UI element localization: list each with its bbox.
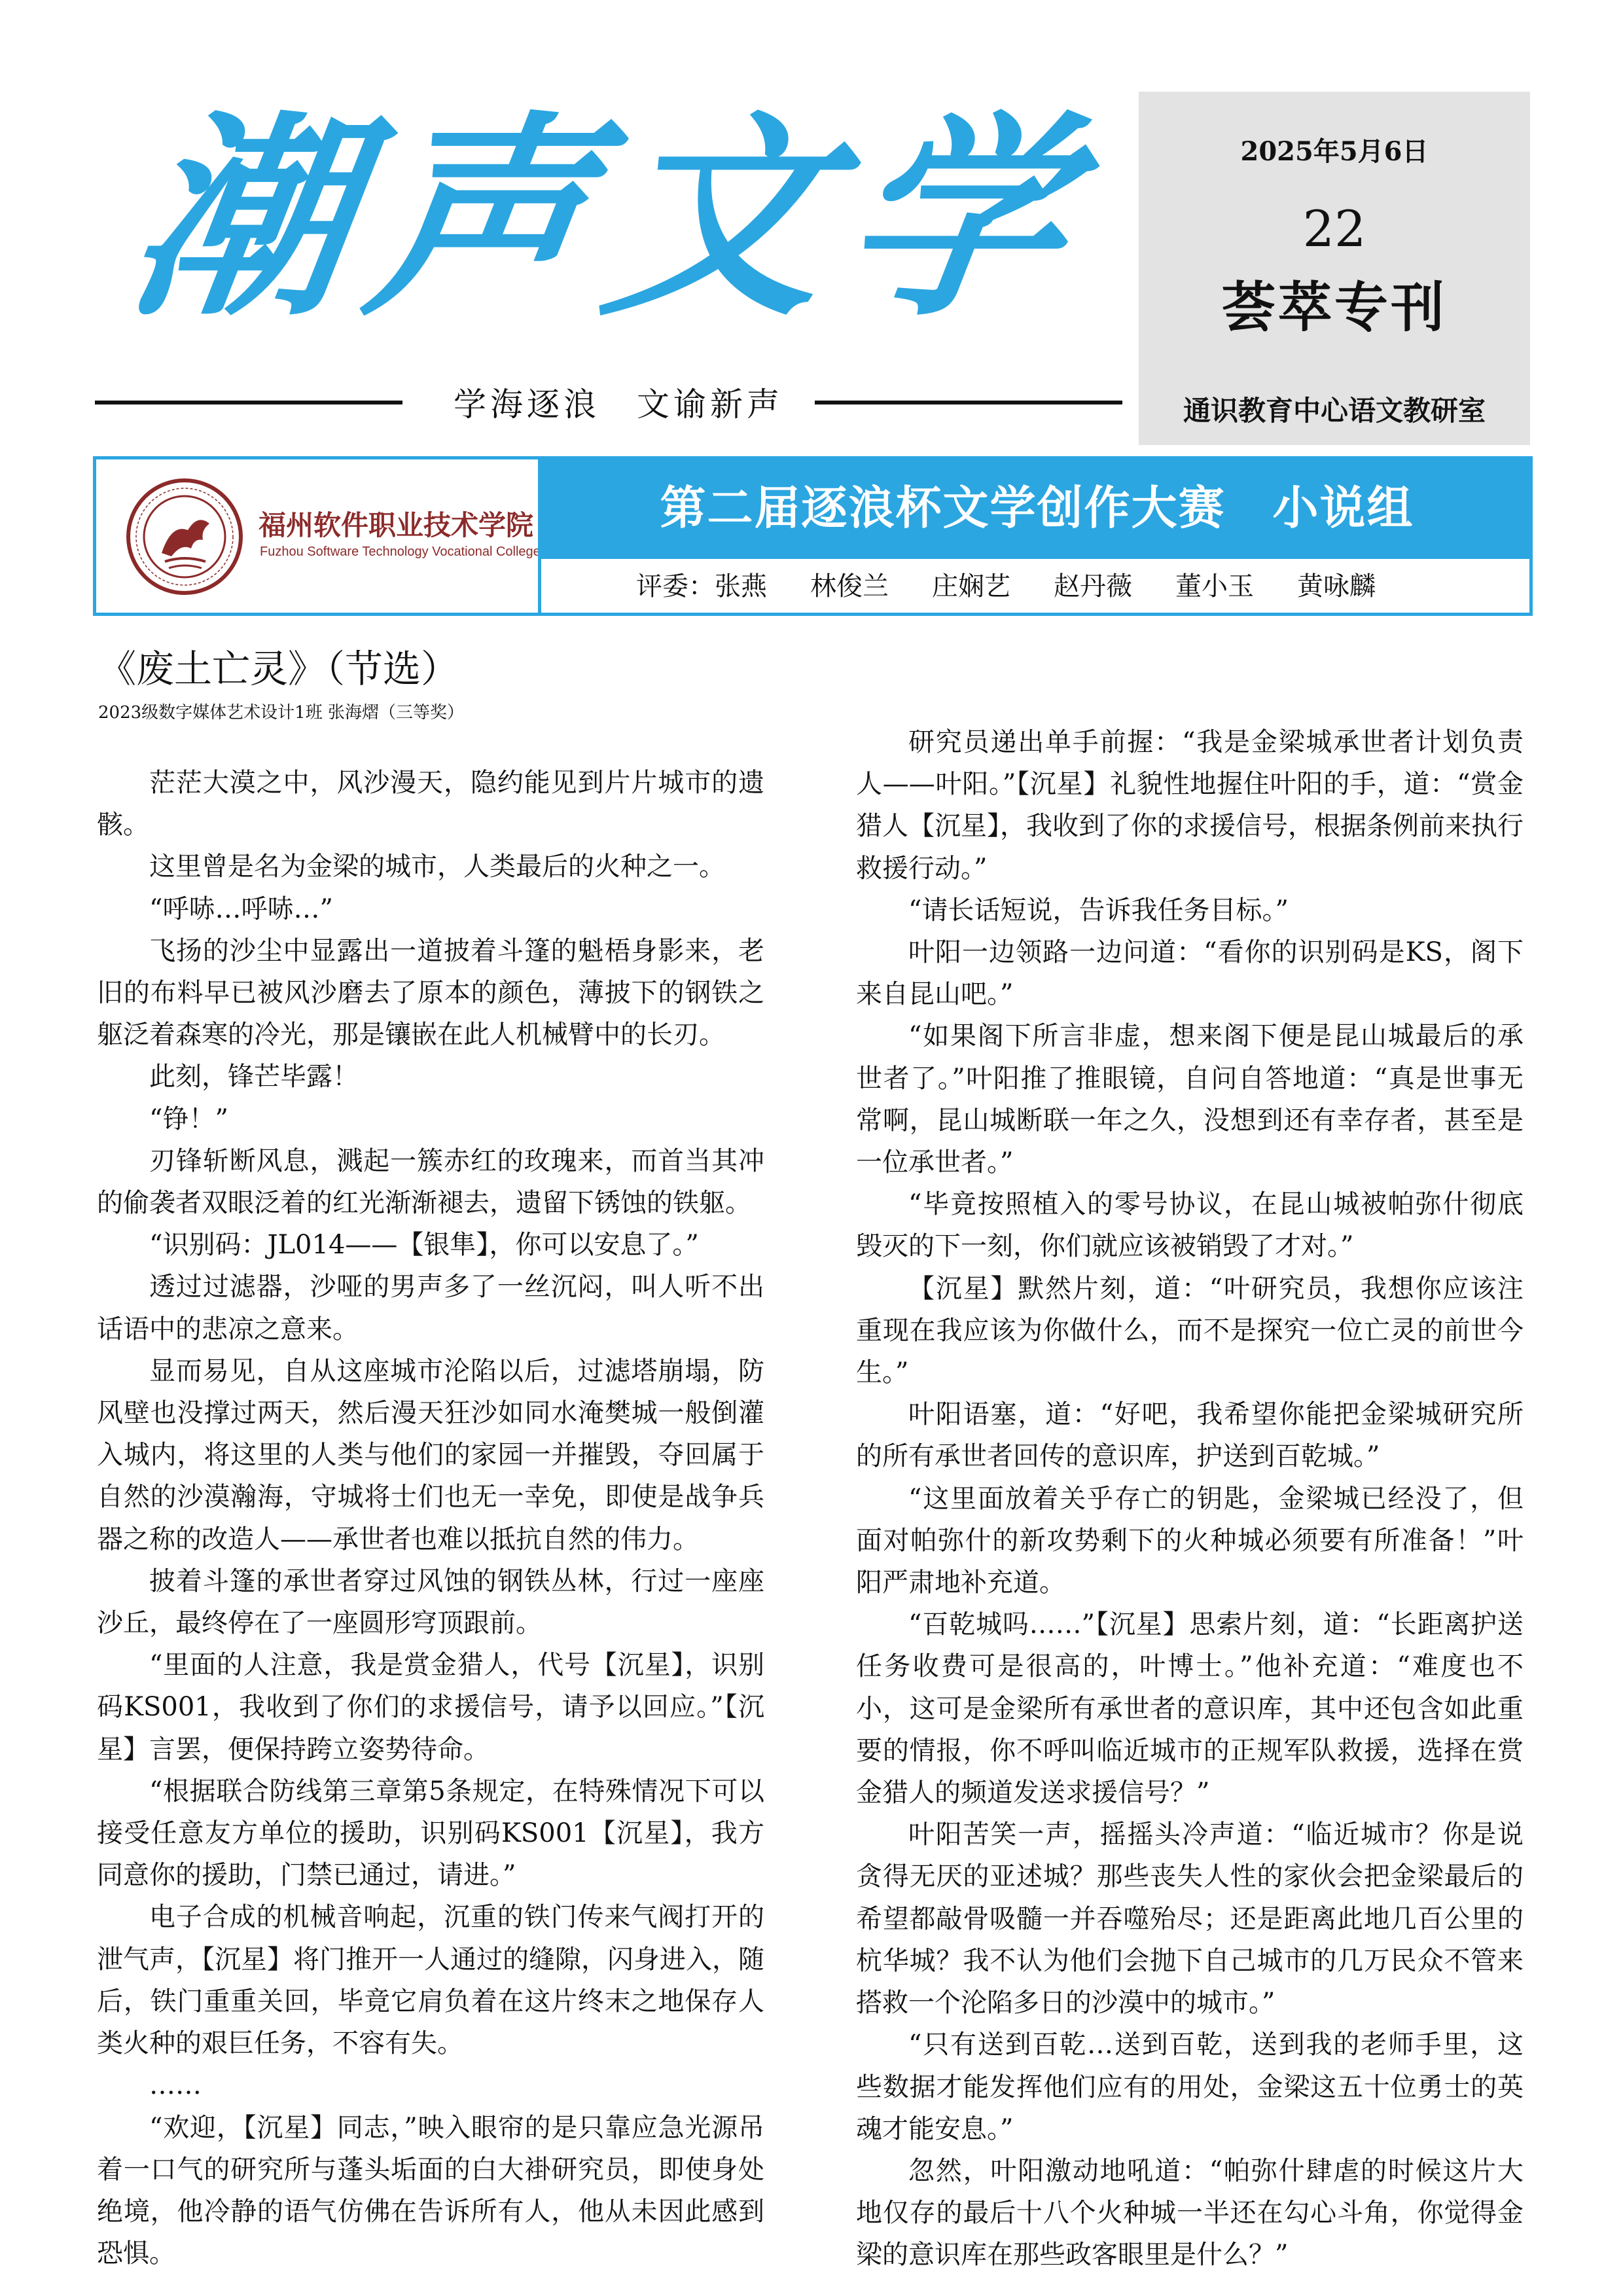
- paragraph: 显而易见，自从这座城市沦陷以后，过滤塔崩塌，防风壁也没撑过两天，然后漫天狂沙如同水淹樊城一般倒灌入城内，将这里的人类与他们的家园一并摧毁，夺回属于自然的沙漠瀚海，守城将士们也无一幸免，即使是战争兵器之称的改造人——承世者也难以抵抗自然的伟力。: [97, 1355, 764, 1554]
- judge-name: 林俊兰: [810, 571, 889, 601]
- masthead-title: [116, 88, 1081, 350]
- paragraph: 忽然，叶阳激动地吼道：“帕弥什肆虐的时候这片大地仅存的最后十八个火种城一半还在勾心斗角，你觉得金梁的意识库在那些政客眼里是什么？”: [856, 2155, 1524, 2270]
- slogan-divider-left: [95, 401, 402, 404]
- title-char: 声: [354, 94, 606, 345]
- paragraph: “如果阁下所言非虚，想来阁下便是昆山城最后的承世者了。”叶阳推了推眼镜，自问自答地道：“真是世事无常啊，昆山城断联一年之久，没想到还有幸存者，甚至是一位承世者。”: [856, 1021, 1524, 1178]
- paragraph: 【沉星】默然片刻，道：“叶研究员，我想你应该注重现在我应该为你做什么，而不是探究一位亡灵的前世今生。”: [856, 1273, 1524, 1388]
- paragraph: “百乾城吗……”【沉星】思索片刻，道：“长距离护送任务收费可是很高的，叶博士。”他补充道：“难度也不小，这可是金梁所有承世者的意识库，其中还包含如此重要的情报，你不呼叫临近城市的正规军队救援，选择在赏金猎人的频道发送求援信号？”: [856, 1609, 1524, 1808]
- paragraph: “请长话短说，告诉我任务目标。”: [908, 895, 1289, 925]
- judge-name: 黄咏麟: [1297, 571, 1376, 601]
- paragraph: “呼哧…呼哧…”: [149, 893, 333, 924]
- paragraph: “欢迎，【沉星】同志，”映入眼帘的是只靠应急光源吊着一口气的研究所与蓬头垢面的白大褂研究员，即使身处绝境，他冷静的语气仿佛在告诉所有人，他从未因此感到恐惧。: [97, 2112, 764, 2269]
- article-column-left: [97, 762, 764, 2274]
- paragraph: 披着斗篷的承世者穿过风蚀的钢铁丛林，行过一座座沙丘，最终停在了一座圆形穹顶跟前。: [97, 1566, 764, 1639]
- paragraph: 这里曾是名为金梁的城市，人类最后的火种之一。: [149, 852, 725, 882]
- judge-name: 评委：张燕: [636, 571, 767, 601]
- slogan-row: [95, 373, 1122, 432]
- title-char: 学: [830, 94, 1081, 345]
- paragraph: “里面的人注意，我是赏金猎人，代号【沉星】，识别码KS001，我收到了你们的求援信号，请予以回应。”【沉星】言罢，便保持跨立姿势待命。: [97, 1650, 764, 1765]
- paragraph: 叶阳一边领路一边问道：“看你的识别码是KS，阁下来自昆山吧。”: [856, 937, 1524, 1010]
- article-author: 2023级数字媒体艺术设计1班 张海熠（三等奖）: [98, 703, 464, 723]
- school-emblem-icon: [126, 478, 243, 596]
- school-name-en: Fuzhou Software Technology Vocational College: [260, 545, 541, 559]
- paragraph: 叶阳语塞，道：“好吧，我希望你能把金梁城研究所的所有承世者回传的意识库，护送到百乾城。”: [856, 1399, 1524, 1472]
- contest-title: 第二届逐浪杯文学创作大赛 小说组: [541, 459, 1533, 556]
- judge-name: 董小玉: [1175, 571, 1254, 601]
- issue-number: 22: [1302, 200, 1366, 258]
- school-logo: [96, 459, 541, 613]
- school-name-cn: 福州软件职业技术学院: [259, 509, 534, 541]
- issue-department: 通识教育中心语文教研室: [1183, 395, 1486, 427]
- issue-info-box: [1139, 92, 1530, 445]
- paragraph: “铮！”: [149, 1103, 228, 1134]
- paragraph: 茫茫大漠之中，风沙漫天，隐约能见到片片城市的遗骸。: [97, 768, 764, 840]
- title-char: 潮: [116, 94, 368, 345]
- slogan: 学海逐浪 文谕新声: [454, 386, 783, 423]
- paragraph: 电子合成的机械音响起，沉重的铁门传来气阀打开的泄气声，【沉星】将门推开一人通过的缝隙，闪身进入，随后，铁门重重关回，毕竟它肩负着在这片终末之地保存人类火种的艰巨任务，不容有失。: [97, 1902, 764, 2059]
- issue-date: 2025年5月6日: [1240, 136, 1429, 167]
- paragraph: “识别码：JL014——【银隼】，你可以安息了。”: [149, 1230, 699, 1261]
- paragraph: 叶阳苦笑一声，摇摇头冷声道：“临近城市？你是说贪得无厌的亚述城？那些丧失人性的家伙会把金梁最后的希望都敲骨吸髓一并吞噬殆尽；还是距离此地几百公里的杭华城？我不认为他们会抛下自己城市的几万民众不管来搭救一个沦陷多日的沙漠中的城市。”: [856, 1820, 1524, 2018]
- paragraph: 研究员递出单手前握：“我是金梁城承世者计划负责人——叶阳。”【沉星】礼貌性地握住叶阳的手，道：“赏金猎人【沉星】，我收到了你的求援信号，根据条例前来执行救援行动。”: [856, 727, 1524, 884]
- issue-name: 荟萃专刊: [1221, 277, 1447, 339]
- paragraph: 刃锋斩断风息，溅起一簇赤红的玫瑰来，而首当其冲的偷袭者双眼泛着的红光渐渐褪去，遗留下锈蚀的铁躯。: [97, 1145, 764, 1219]
- paragraph: 透过过滤器，沙哑的男声多了一丝沉闷，叫人听不出话语中的悲凉之意来。: [97, 1272, 764, 1344]
- paragraph: 此刻，锋芒毕露！: [149, 1062, 359, 1092]
- judges-divider: [541, 556, 1533, 559]
- article-title: 《废土亡灵》（节选）: [98, 647, 459, 691]
- contest-banner: [93, 456, 1533, 616]
- judges-list: [636, 565, 1376, 603]
- paragraph: “只有送到百乾…送到百乾，送到我的老师手里，这些数据才能发挥他们应有的用处，金梁这五十位勇士的英魂才能安息。”: [856, 2030, 1524, 2144]
- paragraph: “毕竟按照植入的零号协议，在昆山城被帕弥什彻底毁灭的下一刻，你们就应该被销毁了才对。”: [856, 1189, 1524, 1262]
- title-char: 文: [592, 94, 844, 345]
- slogan-divider-right: [815, 401, 1122, 404]
- judge-name: 赵丹薇: [1054, 571, 1132, 601]
- paragraph: ……: [149, 2070, 202, 2101]
- judge-name: 庄娴艺: [932, 571, 1010, 601]
- judges-band: [541, 556, 1533, 613]
- banner-right: [538, 459, 1533, 613]
- paragraph: “根据联合防线第三章第5条规定，在特殊情况下可以接受任意友方单位的援助，识别码KS001【沉星】，我方同意你的援助，门禁已通过，请进。”: [97, 1776, 764, 1891]
- paragraph: “这里面放着关乎存亡的钥匙，金梁城已经没了，但面对帕弥什的新攻势剩下的火种城必须要有所准备！”叶阳严肃地补充道。: [856, 1483, 1524, 1598]
- article-column-right: [856, 721, 1524, 2276]
- paragraph: 飞扬的沙尘中显露出一道披着斗篷的魁梧身影来，老旧的布料早已被风沙磨去了原本的颜色，薄披下的钢铁之躯泛着森寒的冷光，那是镶嵌在此人机械臂中的长刃。: [97, 935, 764, 1050]
